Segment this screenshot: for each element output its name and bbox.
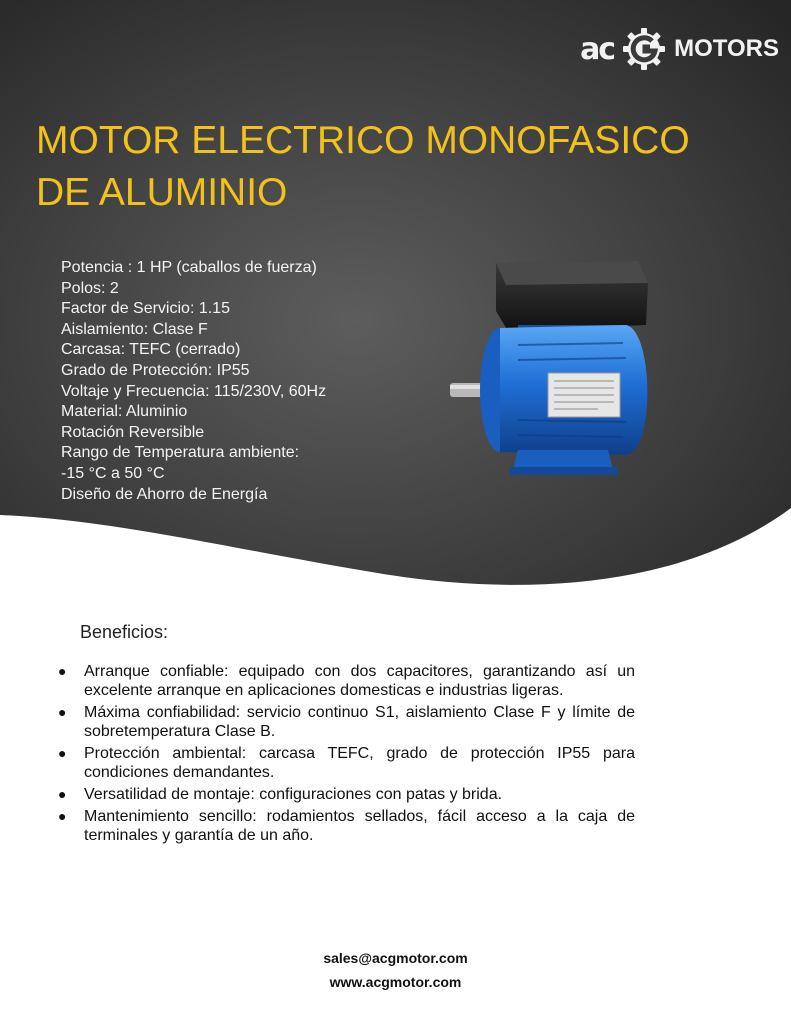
- spec-item: Diseño de Ahorro de Energía: [61, 485, 268, 503]
- spec-item: Voltaje y Frecuencia: 115/230V, 60Hz: [61, 382, 327, 400]
- spec-item: Polos: 2: [61, 279, 119, 297]
- benefits-list: [55, 662, 635, 848]
- spec-item: Rango de Temperatura ambiente:: [61, 444, 300, 462]
- spec-item: Factor de Servicio: 1.15: [61, 300, 230, 318]
- title-line-1: MOTOR ELECTRICO MONOFASICO: [36, 119, 690, 162]
- brand-logo: [580, 28, 779, 70]
- benefit-text: Máxima confiabilidad: servicio continuo S1, aislamiento Clase F y límite de sobretemperatura Clase B.: [84, 704, 635, 740]
- gear-g-icon: [622, 27, 666, 71]
- benefit-item: [55, 744, 635, 782]
- benefit-text: Versatilidad de montaje: configuraciones con patas y brida.: [84, 786, 503, 803]
- benefit-text: Protección ambiental: carcasa TEFC, grado de protección IP55 para condiciones demandantes.: [84, 745, 635, 781]
- benefit-item: [55, 703, 635, 741]
- spec-item: -15 °C a 50 °C: [61, 464, 165, 482]
- benefit-item: [55, 807, 635, 845]
- bullet-icon: ●: [58, 808, 67, 824]
- bullet-icon: ●: [58, 663, 67, 679]
- spec-item: Rotación Reversible: [61, 423, 205, 441]
- page-title: [36, 115, 766, 219]
- spec-item: Carcasa: TEFC (cerrado): [61, 341, 241, 359]
- logo-ac-text: ac: [580, 31, 615, 67]
- benefits-heading: Beneficios:: [80, 622, 169, 642]
- motor-illustration: [448, 255, 658, 480]
- contact-info: [0, 946, 791, 994]
- bullet-icon: ●: [58, 786, 67, 802]
- contact-email[interactable]: sales@acgmotor.com: [323, 950, 468, 966]
- benefit-item: [55, 662, 635, 700]
- bullet-icon: ●: [58, 704, 67, 720]
- spec-list: [61, 258, 326, 505]
- contact-website[interactable]: www.acgmotor.com: [329, 974, 462, 990]
- benefit-text: Arranque confiable: equipado con dos capacitores, garantizando así un excelente arranque en aplicaciones domesticas e industrias ligeras.: [84, 663, 635, 699]
- spec-item: Potencia : 1 HP (caballos de fuerza): [61, 259, 317, 276]
- bullet-icon: ●: [58, 745, 67, 761]
- spec-item: Material: Aluminio: [61, 403, 188, 421]
- logo-motors-text: MOTORS: [674, 35, 779, 62]
- benefit-item: [55, 785, 635, 804]
- spec-item: Aislamiento: Clase F: [61, 320, 208, 338]
- spec-item: Grado de Protección: IP55: [61, 361, 250, 379]
- title-line-2: DE ALUMINIO: [36, 171, 288, 214]
- benefit-text: Mantenimiento sencillo: rodamientos sellados, fácil acceso a la caja de terminales y garantía de un año.: [84, 808, 635, 844]
